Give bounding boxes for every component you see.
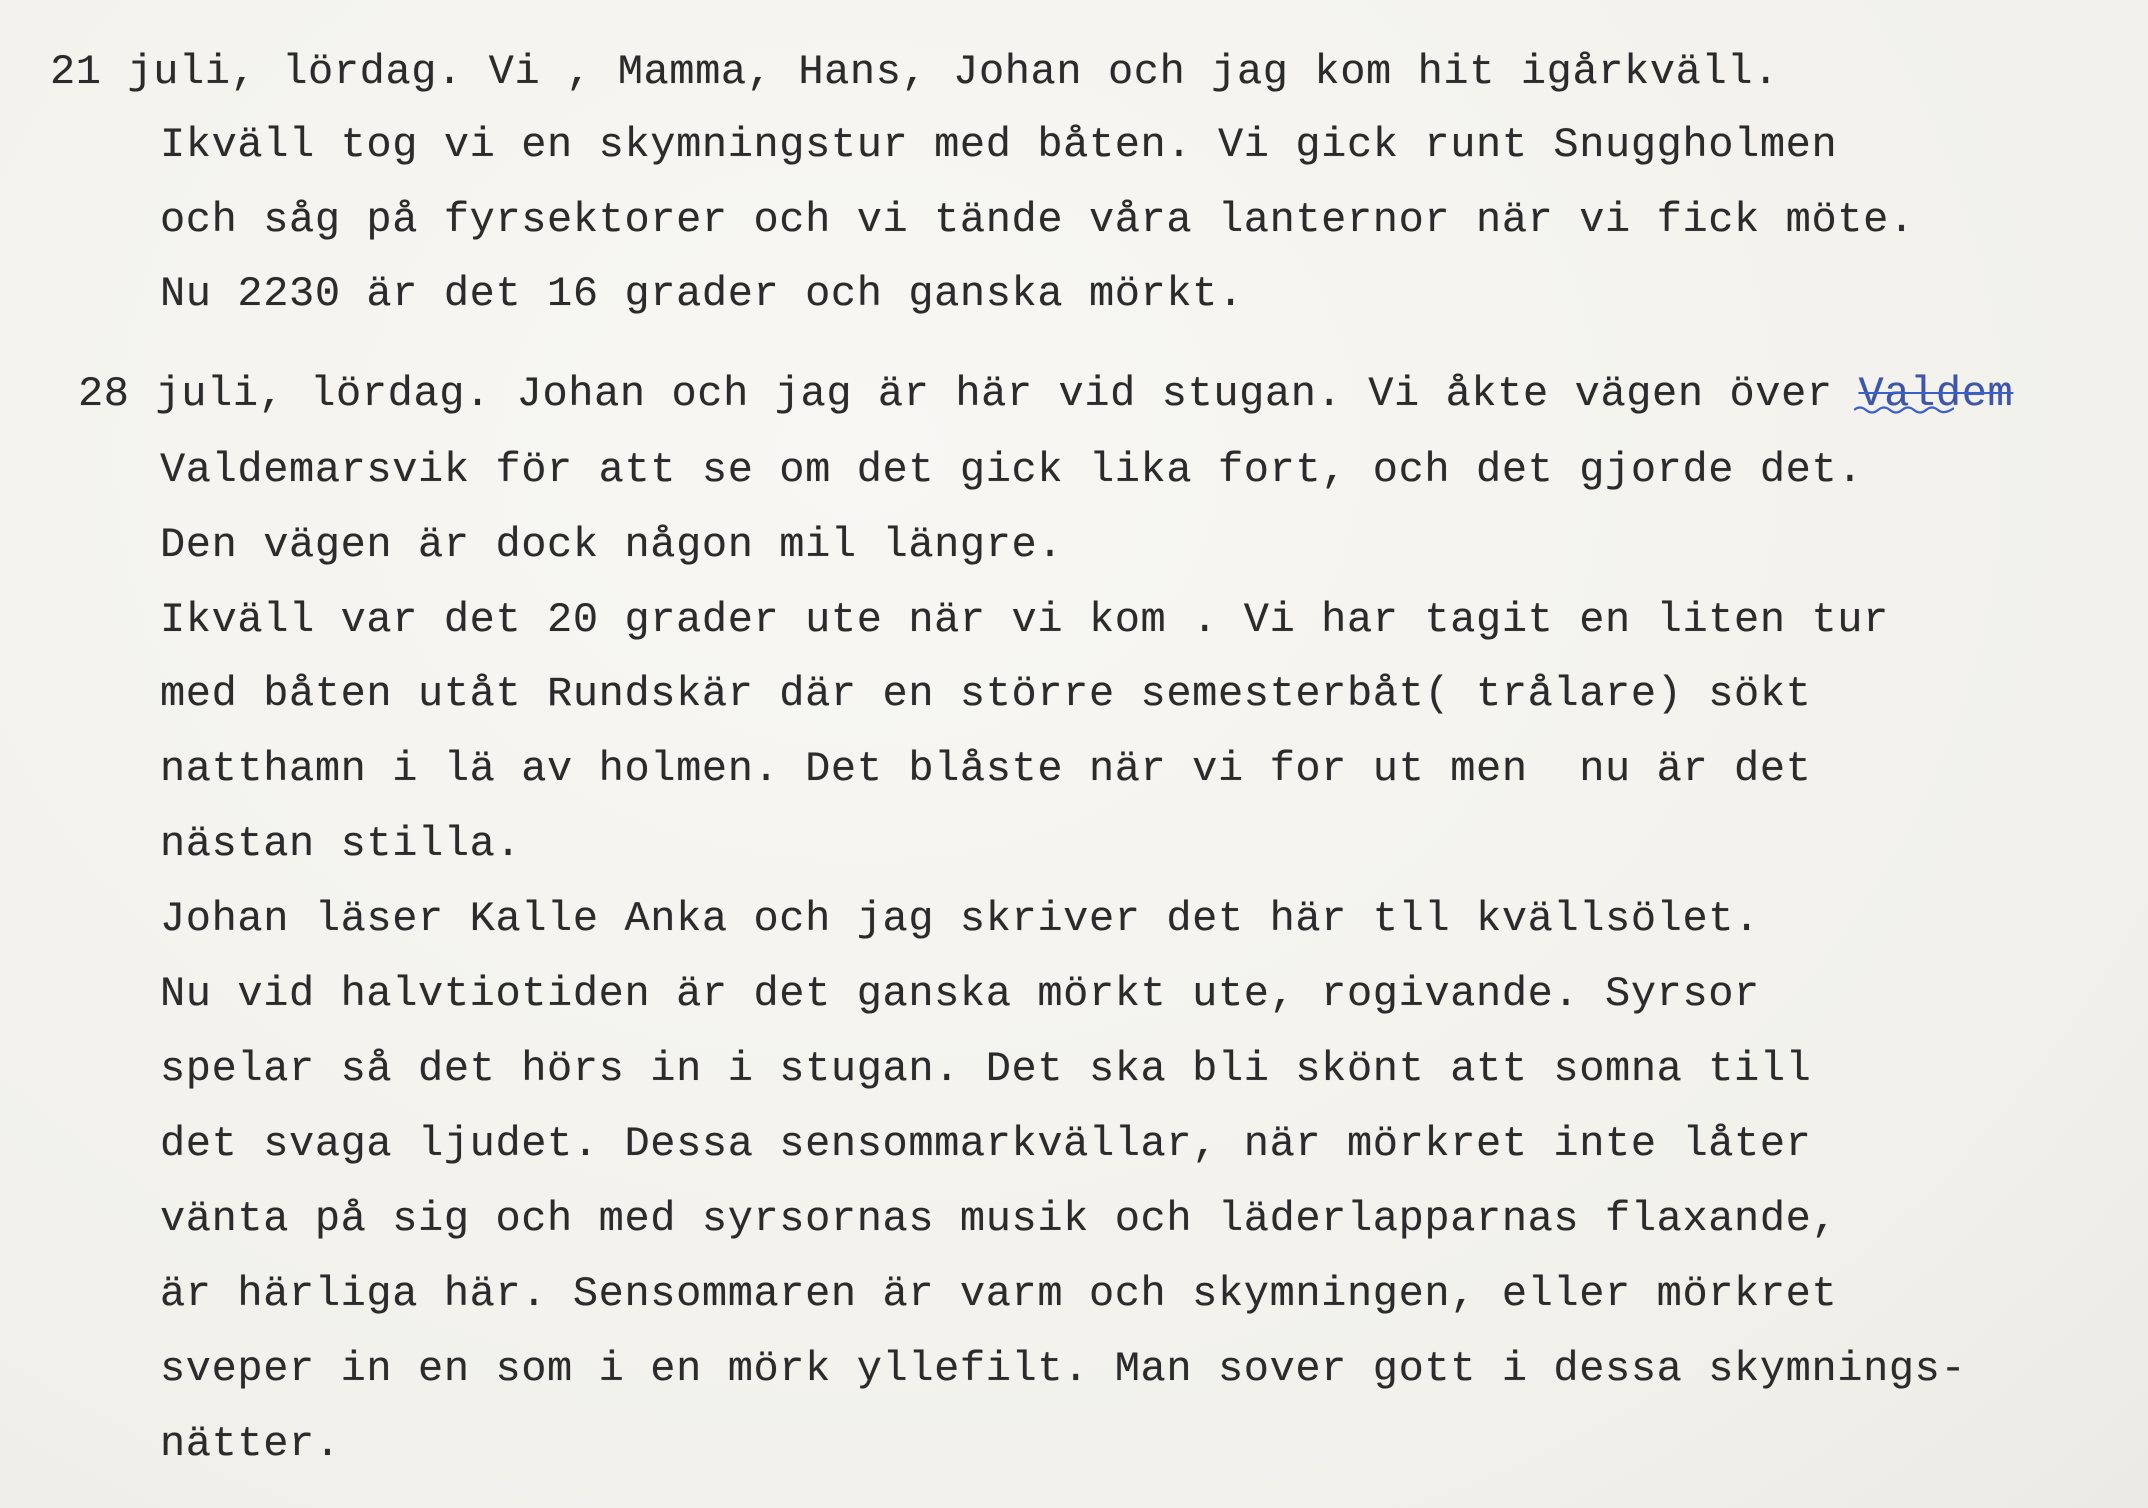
entry-28-juli-line-15: nätter. <box>160 1420 341 1468</box>
entry-28-juli-line-7: nästan stilla. <box>160 820 522 868</box>
entry-28-juli-line-2: Valdemarsvik för att se om det gick lika fort, och det gjorde det. <box>160 446 1864 494</box>
entry-28-juli-line-8: Johan läser Kalle Anka och jag skriver det här tll kvällsölet. <box>160 895 1760 943</box>
entry-28-juli-line-11: det svaga ljudet. Dessa sensommarkvällar, när mörkret inte låter <box>160 1120 1812 1168</box>
entry-21-juli-line-3: och såg på fyrsektorer och vi tände våra lanternor när vi fick möte. <box>160 196 1915 244</box>
entry-28-juli-line-5: med båten utåt Rundskär där en större semesterbåt( trålare) sökt <box>160 670 1812 718</box>
entry-28-juli-line-4: Ikväll var det 20 grader ute när vi kom . Vi har tagit en liten tur <box>160 596 1889 644</box>
entry-28-juli-line-6: natthamn i lä av holmen. Det blåste när vi for ut men nu är det <box>160 745 1812 793</box>
entry-28-juli-line-3: Den vägen är dock någon mil längre. <box>160 521 1064 569</box>
entry-28-juli-line-12: vänta på sig och med syrsornas musik och läderlapparnas flaxande, <box>160 1195 1838 1243</box>
struck-out-word <box>1858 370 2013 418</box>
entry-28-juli-line-10: spelar så det hörs in i stugan. Det ska bli skönt att somna till <box>160 1045 1812 1093</box>
entry-28-juli-line-1-text: 28 juli, lördag. Johan och jag är här vid stugan. Vi åkte vägen över <box>78 370 1859 418</box>
entry-28-juli-line-13: är härliga här. Sensommaren är varm och skymningen, eller mörkret <box>160 1270 1838 1318</box>
entry-21-juli-line-2: Ikväll tog vi en skymningstur med båten. Vi gick runt Snuggholmen <box>160 121 1838 169</box>
entry-21-juli-line-4: Nu 2230 är det 16 grader och ganska mörkt. <box>160 270 1244 318</box>
entry-28-juli-line-14: sveper in en som i en mörk yllefilt. Man sover gott i dessa skymnings- <box>160 1345 1967 1393</box>
entry-28-juli-line-9: Nu vid halvtiotiden är det ganska mörkt ute, rogivande. Syrsor <box>160 970 1760 1018</box>
struck-out-word-text: Valdem <box>1858 370 2014 418</box>
entry-21-juli-line-1: 21 juli, lördag. Vi , Mamma, Hans, Johan och jag kom hit igårkväll. <box>50 48 1779 96</box>
entry-28-juli-line-1 <box>78 370 2013 418</box>
